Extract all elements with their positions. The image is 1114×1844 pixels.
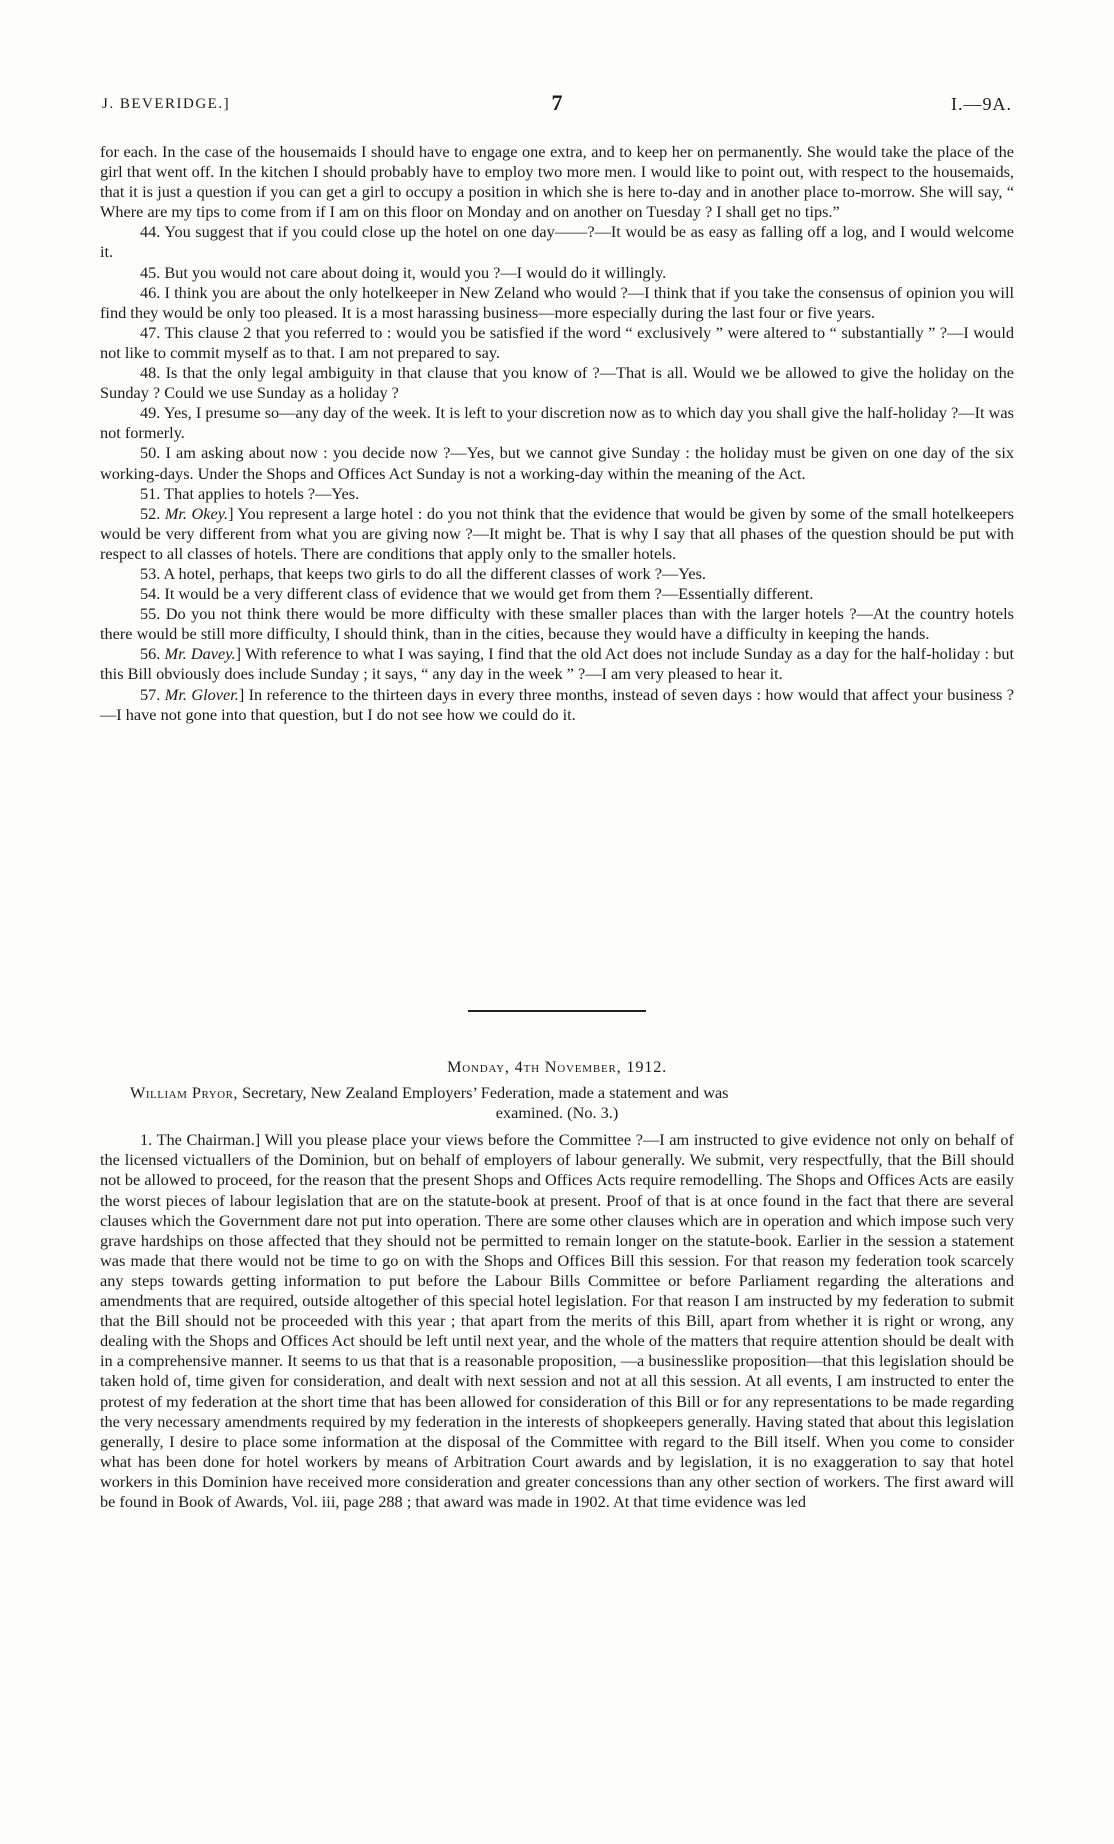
paragraph-q55: 55. Do you not think there would be more difficulty with these smaller places than with the larger hotels ?—At the country hotels there would be still more difficulty, I should think, than in the cities, because they would have a difficulty in keeping the hands.	[100, 604, 1014, 644]
witness-description: Secretary, New Zealand Employers’ Federation, made a statement and was	[238, 1083, 729, 1103]
question-number: 56.	[140, 644, 165, 664]
witness-introduction	[100, 1083, 1014, 1103]
paragraph-q54: 54. It would be a very different class of evidence that we would get from them ?—Essentially different.	[140, 584, 814, 604]
paragraph-q53: 53. A hotel, perhaps, that keeps two girls to do all the different classes of work ?—Yes.	[140, 563, 706, 583]
new-session-section	[100, 1057, 1014, 1512]
section-divider	[468, 1010, 646, 1012]
paragraph-q46: 46. I think you are about the only hotelkeeper in New Zeland who would ?—I think that if you take the consensus of opinion you will find they would be only too pleased. It is a most harassing business—more especially during the last four or five years.	[100, 282, 1014, 322]
question-number: 1.	[140, 1130, 157, 1150]
speaker-name: Mr. Davey.	[164, 644, 236, 664]
evidence-body	[100, 142, 1014, 725]
speaker-name: Mr. Glover.	[164, 684, 239, 704]
paragraph-q50: 50. I am asking about now : you decide now ?—Yes, but we cannot give Sunday : the holiday must be given on one day of the six working-days. Under the Shops and Offices Act Sunday is not a working-day within the meaning of the Act.	[100, 443, 1014, 483]
paragraph-q45: 45. But you would not care about doing it, would you ?—I would do it willingly.	[140, 262, 667, 282]
document-reference: I.—9A.	[951, 94, 1012, 114]
speaker-name: The Chairman.	[156, 1130, 255, 1150]
witness-name: William Pryor,	[130, 1083, 239, 1103]
question-number: 57.	[140, 684, 165, 704]
speaker-name: Mr. Okey.	[164, 503, 229, 523]
page-number: 7	[551, 90, 563, 115]
header-witness-name: J. BEVERIDGE.]	[102, 96, 231, 112]
paragraph-q49: 49. Yes, I presume so—any day of the week. It is left to your discretion now as to which day you shall give the half-holiday ?—It was not formerly.	[100, 403, 1014, 443]
paragraph-q44: 44. You suggest that if you could close up the hotel on one day——?—It would be as easy as falling off a log, and I would welcome it.	[100, 222, 1014, 262]
paragraph-q56	[100, 644, 1014, 684]
question-text: ] You represent a large hotel : do you not think that the evidence that would be given by some of the small hotelkeepers would be very different from what you are giving now ?—It might be. That is why I say that all phases of the question should be put with respect to all classes of hotels. There are conditions that apply only to the smaller hotels.	[100, 503, 1015, 563]
paragraph-q1	[100, 1130, 1014, 1512]
paragraph-q51: 51. That applies to hotels ?—Yes.	[140, 483, 360, 503]
running-header	[102, 92, 1012, 122]
paragraph-q52	[100, 504, 1014, 564]
witness-exam-note: examined. (No. 3.)	[495, 1103, 619, 1123]
paragraph-q57	[100, 685, 1014, 725]
paragraph-continuation: for each. In the case of the housemaids I should have to engage one extra, and to keep her on permanently. She would take the place of the girl that went off. In the kitchen I should probably have to employ two more men. I would like to point out, with respect to the housemaids, that it is just a question if you can get a girl to occupy a position in which she is here to-day and in another place to-morrow. She will say, “ Where are my tips to come from if I am on this floor on Monday and on another on Tuesday ? I shall get no tips.”	[100, 142, 1014, 222]
paragraph-q48: 48. Is that the only legal ambiguity in that clause that you know of ?—That is all. Would we be allowed to give the holiday on the Sunday ? Could we use Sunday as a holiday ?	[100, 363, 1014, 403]
question-number: 52.	[140, 503, 165, 523]
question-text: ] In reference to the thirteen days in every three months, instead of seven days : how would that affect your business ?—I have not gone into that question, but I do not see how we could do it.	[100, 684, 1015, 724]
question-text: ] Will you please place your views before the Committee ?—I am instructed to give evidence not only on behalf of the licensed victuallers of the Dominion, but on behalf of employers of labour generally. We submit, very respectfully, that the Bill should not be allowed to proceed, for the reason that the present Shops and Offices Acts require remodelling. The Shops and Offices Acts are easily the worst pieces of labour legislation that are on the statute-book at present. Proof of that is at once found in the fact that there are several clauses which the Government dare not put into operation. There are some other clauses which are in operation and which impose such very grave hardships on those affected that they should not be permitted to remain longer on the statute-book. Earlier in the session a statement was made that there would not be time to go on with the Shops and Offices Bill this session. For that reason my federation took scarcely any steps towards getting information to put before the Labour Bills Committee or before Parliament regarding the alterations and amendments that are required, outside altogether of this special hotel legislation. For that reason I am instructed by my federation to submit that the Bill should not be proceeded with this year ; that apart from the merits of this Bill, apart from whether it is right or wrong, any dealing with the Shops and Offices Act should be left until next year, and the whole of the matters that require attention should be dealt with in a comprehensive manner. It seems to us that that is a reasonable proposition, —a businesslike proposition—that this legislation should be taken hold of, time given for consideration, and dealt with next session and not at all this session. At all events, I am instructed to enter the protest of my federation at the short time that has been allowed for consideration of this Bill or for any representations to be made regarding the very necessary amendments required by my federation in the interests of shopkeepers generally. Having stated that about this legislation generally, I desire to place some information at the disposal of the Committee with regard to the Bill itself. When you come to consider what has been done for hotel workers by means of Arbitration Court awards and by legislation, it is no exaggeration to say that hotel workers in this Dominion have received more consideration and greater concessions than any other section of workers. The first award will be found in Book of Awards, Vol. iii, page 288 ; that award was made in 1902. At that time evidence was led	[100, 1130, 1014, 1511]
session-date: Monday, 4th November, 1912.	[446, 1057, 668, 1076]
question-text: ] With reference to what I was saying, I find that the old Act does not include Sunday as a day for the half-holiday : but this Bill obviously does include Sunday ; it says, “ any day in the week ” ?—I am very pleased to hear it.	[100, 644, 1015, 684]
paragraph-q47: 47. This clause 2 that you referred to : would you be satisfied if the word “ exclusively ” were altered to “ substantially ” ?—I would not like to commit myself as to that. I am not prepared to say.	[100, 322, 1014, 362]
